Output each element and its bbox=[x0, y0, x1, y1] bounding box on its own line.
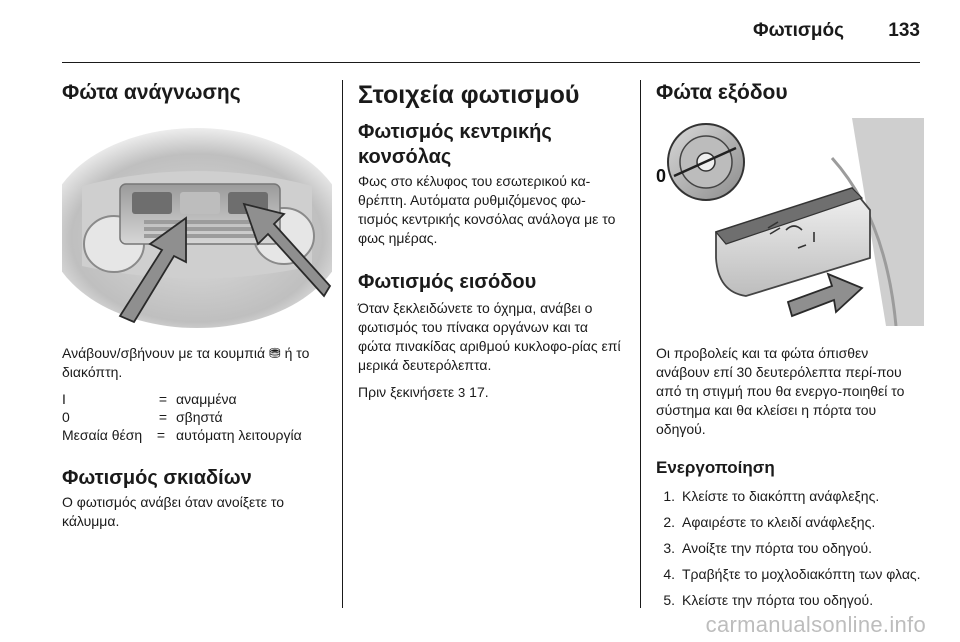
equals-sign: = bbox=[158, 409, 168, 425]
exit-lighting-illustration bbox=[656, 118, 924, 326]
section-title-lighting-features: Στοιχεία φωτισμού bbox=[358, 81, 580, 109]
position-key: I bbox=[62, 391, 66, 407]
list-item bbox=[656, 513, 924, 531]
page-reference-arrow-icon: 3 bbox=[458, 385, 466, 400]
reference-page: 17. bbox=[469, 384, 489, 400]
equals-sign: = bbox=[156, 427, 166, 443]
table-row bbox=[62, 390, 332, 408]
section-title-sun-visor-lights: Φωτισμός σκιαδίων bbox=[62, 467, 252, 489]
subsection-title-center-console: Φωτισμός κεντρικής κονσόλας bbox=[358, 121, 552, 168]
step-number: 4. bbox=[663, 566, 675, 582]
position-value: σβηστά bbox=[176, 409, 223, 425]
list-item bbox=[656, 539, 924, 557]
reading-lights-caption: Ανάβουν/σβήνουν με τα κουμπιά ⛃ ή το διακόπτη. bbox=[62, 345, 310, 380]
step-number: 1. bbox=[663, 488, 675, 504]
center-console-text: Φως στο κέλυφος του εσωτερικού κα-θρέπτη. Αυτόματα ρυθμιζόμενος φω-τισμός κεντρικής κονσόλας ανάλογα με το φως ημέρας. bbox=[358, 173, 616, 246]
column-divider-1 bbox=[342, 80, 343, 608]
step-text: Κλείστε το διακόπτη ανάφλεξης. bbox=[682, 488, 880, 504]
subsection-title-entry-lighting: Φωτισμός εισόδου bbox=[358, 271, 537, 293]
section-title-exit-lighting: Φώτα εξόδου bbox=[656, 81, 788, 104]
activation-steps bbox=[656, 487, 924, 609]
exit-lighting-text: Οι προβολείς και τα φώτα όπισθεν ανάβουν επί 30 δευτερόλεπτα περί-που από τη στιγμή που θα ενεργο-ποιηθεί το σύστημα και θα κλείσει η πόρτα του οδηγού. bbox=[656, 345, 905, 437]
column-exit-lighting bbox=[656, 80, 924, 609]
cross-reference bbox=[358, 383, 626, 402]
step-text: Κλείστε την πόρτα του οδηγού. bbox=[682, 592, 874, 608]
position-value: αυτόματη λειτουργία bbox=[176, 427, 302, 443]
list-item bbox=[656, 591, 924, 609]
column-lighting-features bbox=[358, 80, 626, 402]
step-text: Αφαιρέστε το κλειδί ανάφλεξης. bbox=[682, 514, 876, 530]
section-title-reading-lights: Φώτα ανάγνωσης bbox=[62, 81, 241, 104]
sun-visor-lights-text: Ο φωτισμός ανάβει όταν ανοίξετε το κάλυμμα. bbox=[62, 494, 285, 529]
reading-lights-illustration bbox=[62, 116, 332, 332]
entry-lighting-text: Όταν ξεκλειδώνετε το όχημα, ανάβει ο φωτισμός του πίνακα οργάνων και τα φώτα πινακίδας αριθμού κυκλοφο-ρίας επί μερικά δευτερόλεπτα. bbox=[358, 300, 621, 373]
step-number: 5. bbox=[663, 592, 675, 608]
equals-sign: = bbox=[158, 391, 168, 407]
reference-text: Πριν ξεκινήσετε bbox=[358, 384, 455, 400]
chapter-title: Φωτισμός bbox=[753, 20, 844, 41]
switch-positions-table bbox=[62, 390, 332, 444]
table-row bbox=[62, 426, 332, 444]
position-value: αναμμένα bbox=[176, 391, 237, 407]
header-divider bbox=[62, 62, 920, 63]
list-item bbox=[656, 487, 924, 505]
position-key: Μεσαία θέση bbox=[62, 427, 143, 443]
step-number: 2. bbox=[663, 514, 675, 530]
table-row bbox=[62, 408, 332, 426]
subsection-title-activation: Ενεργοποίηση bbox=[656, 458, 775, 477]
step-text: Τραβήξτε το μοχλοδιακόπτη των φλας. bbox=[682, 566, 921, 582]
column-reading-lights bbox=[62, 80, 332, 531]
step-number: 3. bbox=[663, 540, 675, 556]
step-text: Ανοίξτε την πόρτα του οδηγού. bbox=[682, 540, 873, 556]
column-divider-2 bbox=[640, 80, 641, 608]
ignition-position-label: 0 bbox=[656, 166, 667, 186]
list-item bbox=[656, 565, 924, 583]
page-number: 133 bbox=[888, 20, 920, 41]
page-header bbox=[0, 0, 960, 60]
position-key: 0 bbox=[62, 409, 70, 425]
watermark: carmanualsonline.info bbox=[705, 612, 926, 637]
